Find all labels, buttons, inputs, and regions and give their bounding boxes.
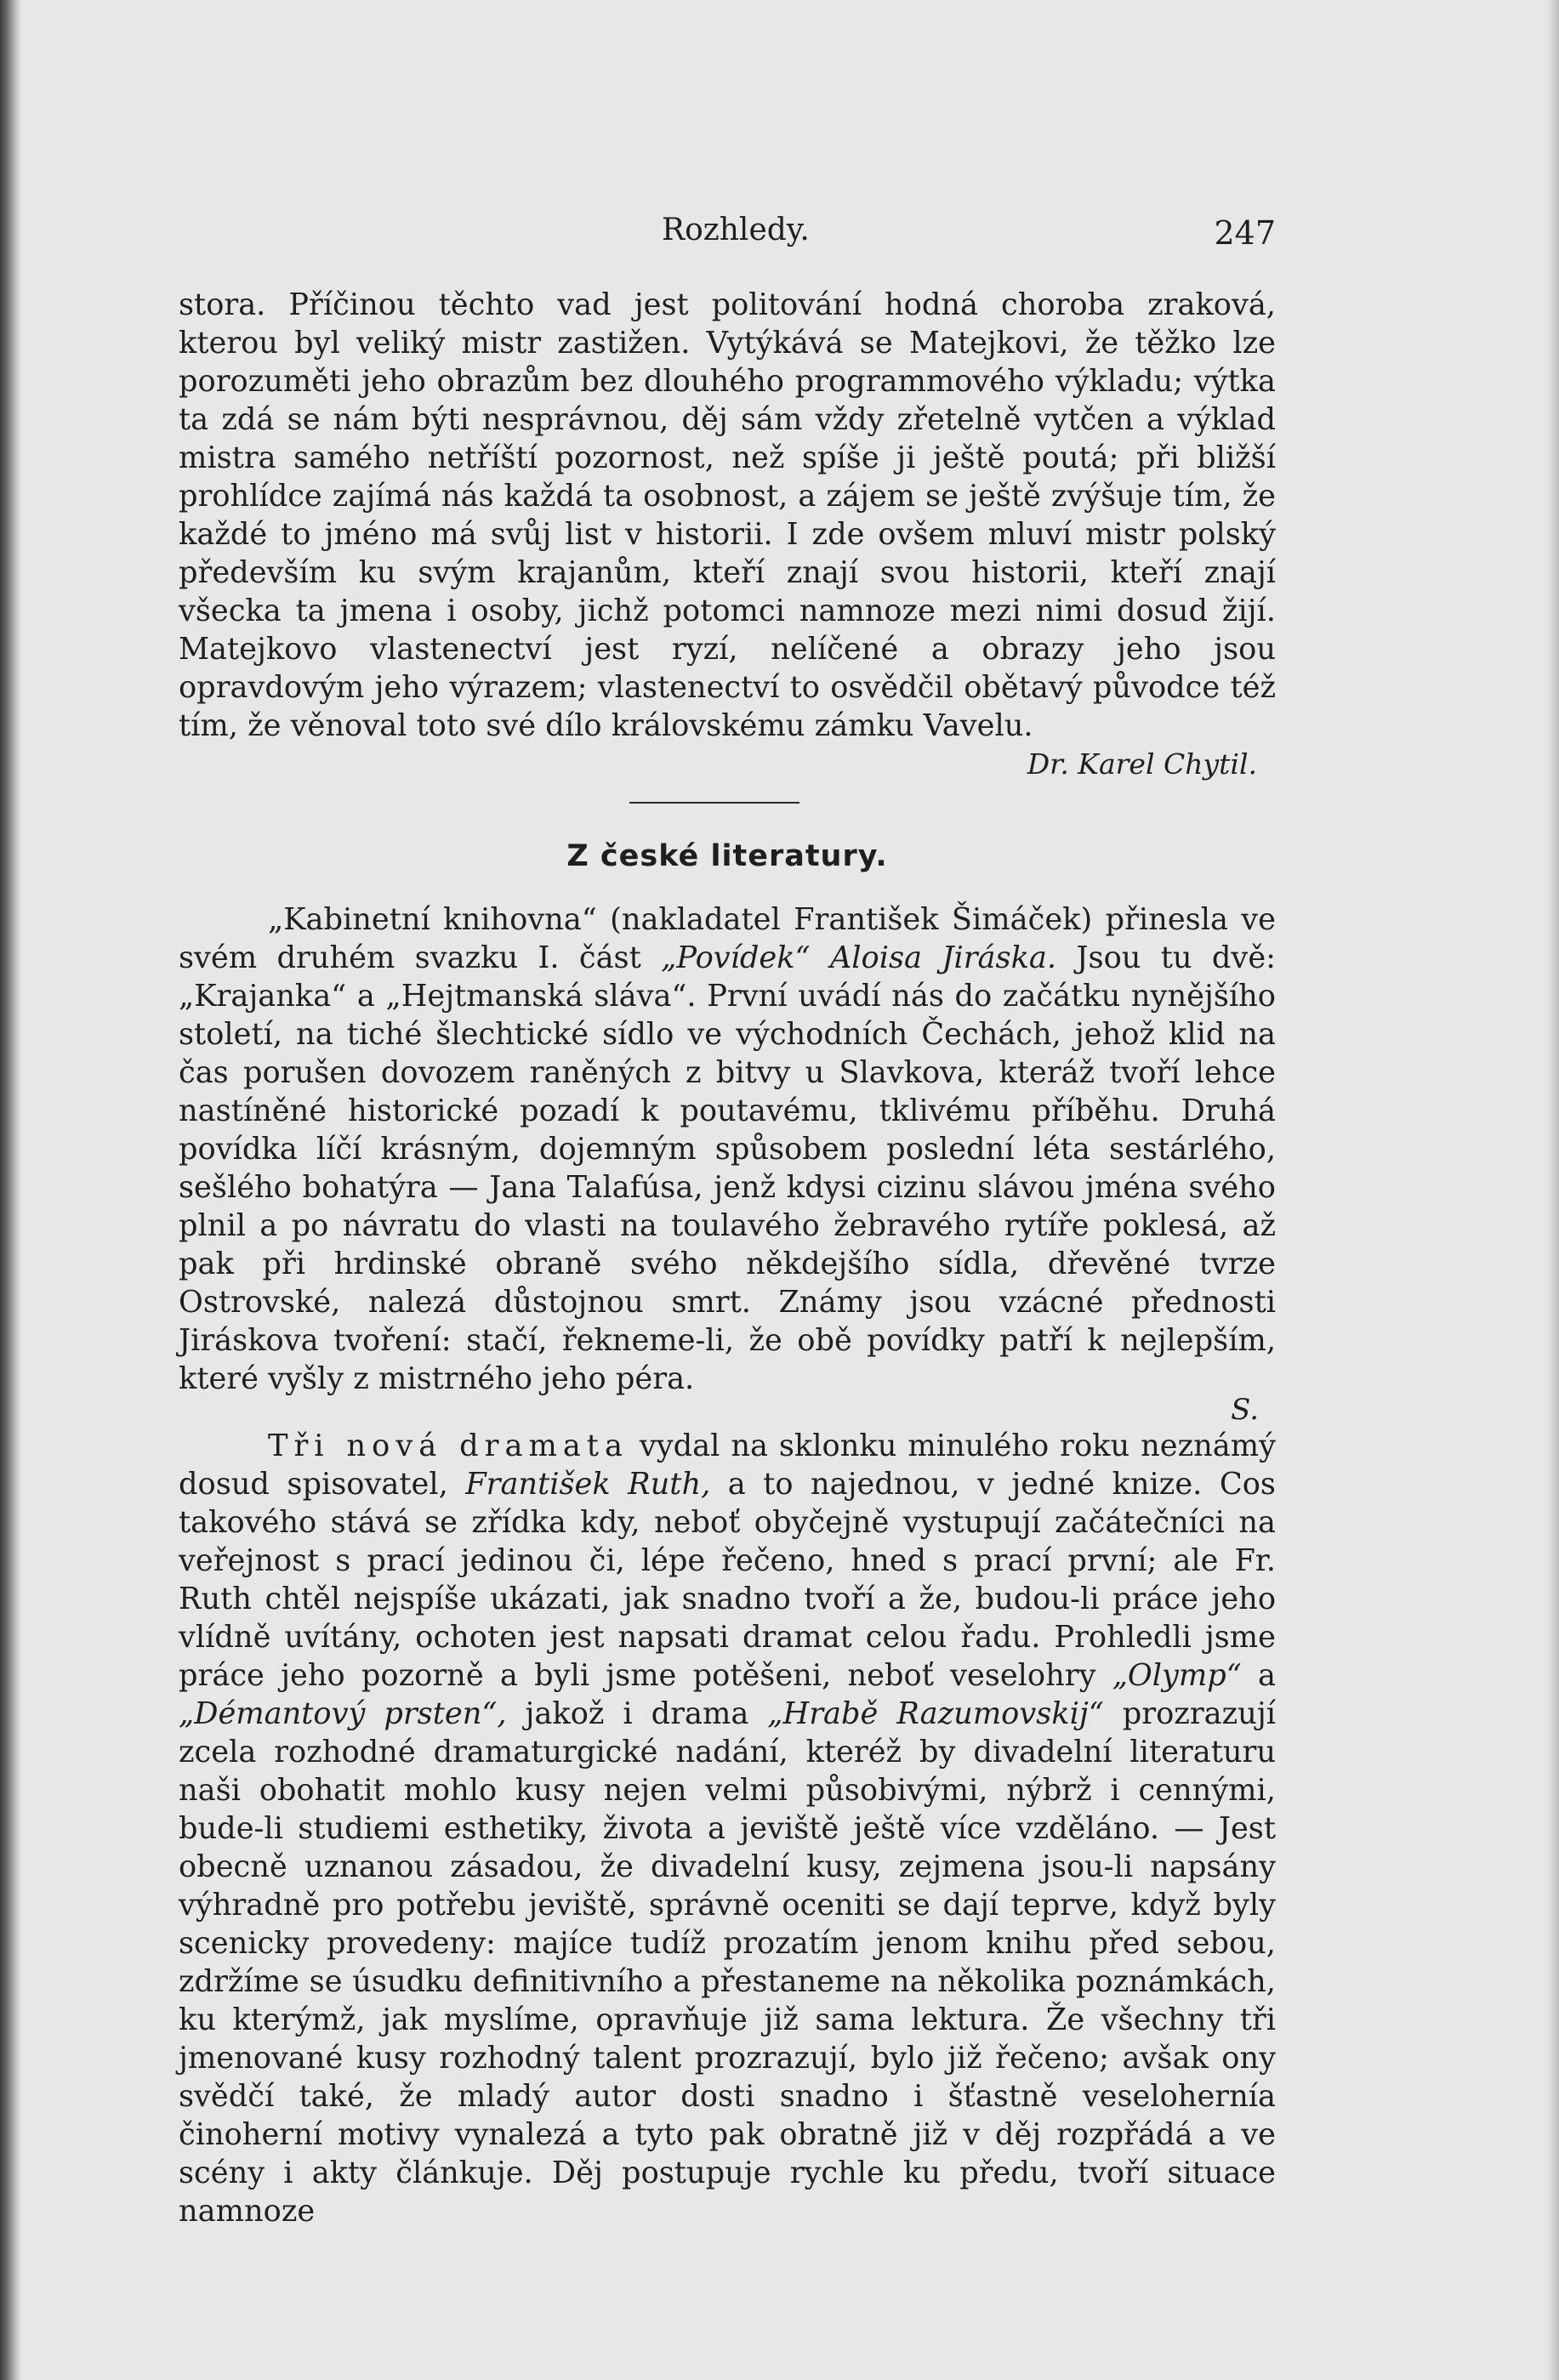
author-name: František Ruth, [465,1467,711,1502]
play-title: „Démantový prsten“, [179,1696,507,1731]
paragraph-text: vydal na sklonku minulého roku neznámý dosud spisovatel, [179,1429,1276,1502]
play-title: „Olymp“ [1112,1658,1242,1693]
running-title: Rozhledy. [662,213,810,247]
section-heading: Z české literatury. [566,839,888,873]
running-header [179,213,1276,255]
paragraph-jirasek-review [179,900,1276,1398]
page-edge-shadow [1547,0,1559,2380]
paragraph-text: a to najednou, v jedné knize. Cos takového stává se zřídka kdy, neboť obyčejně vystupují začátečníci na veřejnost s prací jedinou či, lépe řečeno, hned s prací první; ale Fr. Ruth chtěl nejspíše ukázati, jak snadno tvoří a že, budou-li práce jeho vlídně uvítány, ochoten jest napsati dramat celou řadu. Prohledli jsme práce jeho pozorně a byli jsme potěšeni, neboť veselohry [179,1467,1276,1693]
paragraph-text: jakož i drama [506,1696,768,1731]
paragraph-continuation: stora. Příčinou těchto vad jest politování hodná choroba zraková, kterou byl veliký mistr zastižen. Vytýkává se Matejkovi, že těžko lze porozuměti jeho obrazům bez dlouhého programmového výkladu; výtka ta zdá se nám býti nesprávnou, děj sám vždy zřetelně vytčen a výklad mistra samého netříští pozornost, než spíše ji ještě poutá; při bližší prohlídce zajímá nás každá ta osobnost, a zájem se ještě zvýšuje tím, že každé to jméno má svůj list v historii. I zde ovšem mluví mistr polský především ku svým krajanům, kteří znají svou historii, kteří znají všecka ta jmena i osoby, jichž potomci namnoze mezi nimi dosud žijí. Matejkovo vlastenectví jest ryzí, nelíčené a obrazy jeho jsou opravdovým jeho výrazem; vlastenectví to osvědčil obětavý původce též tím, že věnoval toto své dílo královskému zámku Vavelu. [179,287,1276,743]
play-title: „Hrabě Razumovskij“ [767,1696,1104,1731]
book-gutter-shadow [0,0,22,2380]
paragraph-text: „Kabinetní knihovna“ (nakladatel František Šimáček) přinesla ve svém druhém svazku I. část [179,902,1276,975]
paragraph-ruth-review [179,1427,1276,2230]
book-title: „Povídek“ Aloisa Jiráska. [661,940,1057,975]
page-number: 247 [1214,214,1276,252]
paragraph-text: a [1241,1658,1276,1693]
paragraph-text: prozrazují zcela rozhodné dramaturgické nadání, kteréž by divadelní literaturu naši obohatit mohlo kusy nejen velmi působivými, nýbrž i cennými, bude-li studiemi esthetiky, života a jeviště ještě více vzděláno. — Jest obecně uznanou zásadou, že divadelní kusy, zejmena jsou-li napsány výhradně pro potřebu jeviště, správně oceniti se dají teprve, když byly scenicky provedeny: majíce tudíž prozatím jenom knihu před sebou, zdržíme se úsudku definitivního a přestaneme na několika poznámkách, ku kterýmž, jak myslíme, opravňuje již sama lektura. Že všechny tři jmenované kusy rozhodný talent prozrazují, bylo již řečeno; avšak ony svědčí také, že mladý autor dosti snadno i šťastně veselohernía činoherní motivy vynalezá a tyto pak obratně již v děj rozpřádá a ve scény i akty článkuje. Děj postupuje rychle ku předu, tvoří situace namnoze [179,1696,1276,2229]
reviewer-initial: S. [1231,1393,1259,1427]
page-content [179,213,1276,2230]
paragraph-text: Jsou tu dvě: „Krajanka“ a „Hejtmanská sláva“. První uvádí nás do začátku nynějšího století, na tiché šlechtické sídlo ve východních Čechách, jehož klid na čas porušen dovozem raněných z bitvy u Slavkova, kteráž tvoří lehce nastíněné historické pozadí k poutavému, tklivému příběhu. Druhá povídka líčí krásným, dojemným spůsobem poslední léta sestárlého, sešlého bohatýra — Jana Talafúsa, jenž kdysi cizinu slávou jména svého plnil a po návratu do vlasti na toulavého žebravého rytíře poklesá, až pak při hrdinské obraně svého někdejšího sídla, dřevěné tvrze Ostrovské, nalezá důstojnou smrt. Známy jsou vzácné přednosti Jiráskova tvoření: stačí, řekneme-li, že obě povídky patří k nejlepším, které vyšly z mistrného jeho péra. [179,940,1276,1396]
section-divider [629,802,799,804]
article-signature: Dr. Karel Chytil. [1027,747,1257,781]
spaced-emphasis: Tři nová dramata [268,1429,629,1463]
